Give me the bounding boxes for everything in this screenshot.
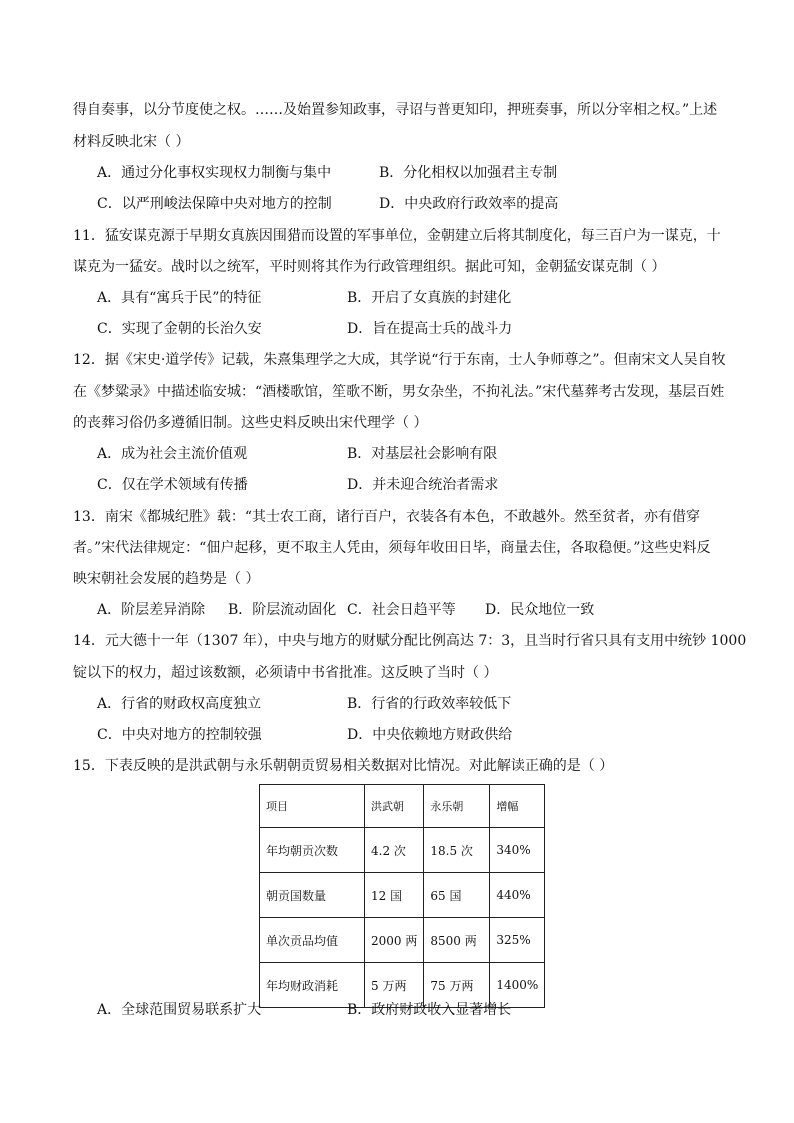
q14-option-a: A．行省的财政权高度独立 <box>97 696 262 712</box>
q13-option-a: A．阶层差异消除 <box>97 602 206 618</box>
table-cell: 2000 两 <box>365 918 424 963</box>
table-cell: 1400% <box>490 963 545 1008</box>
q12-stem-line2: 在《梦粱录》中描述临安城：“酒楼歌馆，笙歌不断，男女杂坐，不拘礼法。”宋代墓葬考古发现，基层百姓 <box>73 384 725 400</box>
table-header-cell: 洪武朝 <box>365 785 424 828</box>
table-row <box>260 918 545 963</box>
q10-stem-line1: 得自奏事，以分节度使之权。……及始置参知政事，寻诏与普更知印，押班奏事，所以分宰相之权。”上述 <box>73 102 718 118</box>
table-cell: 18.5 次 <box>424 828 490 873</box>
q10-option-b: B．分化相权以加强君主专制 <box>379 165 558 181</box>
table-row <box>260 828 545 873</box>
table-header-cell: 永乐朝 <box>424 785 490 828</box>
table-cell: 4.2 次 <box>365 828 424 873</box>
table-header-cell: 增幅 <box>490 785 545 828</box>
q11-stem-line2: 谋克为一猛安。战时以之统军，平时则将其作为行政管理组织。据此可知，金朝猛安谋克制（ ） <box>73 259 666 275</box>
q14-option-d: D．中央依赖地方财政供给 <box>347 727 513 743</box>
table-cell: 12 国 <box>365 873 424 918</box>
q14-stem-line2: 锭以下的权力，超过该数额，必须请中书省批准。这反映了当时（ ） <box>73 665 498 681</box>
q11-option-a: A．具有“寓兵于民”的特征 <box>97 290 262 306</box>
q14-option-b: B．行省的行政效率较低下 <box>347 696 512 712</box>
tribute-trade-table <box>259 784 545 1008</box>
q10-option-a: A．通过分化事权实现权力制衡与集中 <box>97 165 332 181</box>
q12-option-d: D．并未迎合统治者需求 <box>347 477 499 493</box>
table-cell: 8500 两 <box>424 918 490 963</box>
table-cell: 440% <box>490 873 545 918</box>
table-cell: 5 万两 <box>365 963 424 1008</box>
table-cell: 年均朝贡次数 <box>260 828 365 873</box>
q11-stem-line1: 11．猛安谋克源于早期女真族因围猎而设置的军事单位，金朝建立后将其制度化，每三百户为一谋克，十 <box>73 228 721 244</box>
q15-option-b: B．政府财政收入显著增长 <box>347 1002 512 1018</box>
q12-stem-line3: 的丧葬习俗仍多遵循旧制。这些史料反映出宋代理学（ ） <box>73 415 428 431</box>
table-row <box>260 873 545 918</box>
q14-stem-line1: 14．元大德十一年（1307 年），中央与地方的财赋分配比例高达 7：3，且当时行省只具有支用中统钞 1000 <box>73 633 747 649</box>
q13-stem-line1: 13．南宋《都城纪胜》载：“其士农工商，诸行百户，衣装各有本色，不敢越外。然至贫者，亦有借穿 <box>73 509 700 525</box>
q13-option-d: D．民众地位一致 <box>485 602 595 618</box>
q13-option-b: B．阶层流动固化 <box>228 602 337 618</box>
table-cell: 75 万两 <box>424 963 490 1008</box>
q10-option-c: C．以严刑峻法保障中央对地方的控制 <box>97 196 332 212</box>
table-cell: 单次贡品均值 <box>260 918 365 963</box>
q11-option-c: C．实现了金朝的长治久安 <box>97 321 262 337</box>
q11-option-d: D．旨在提高士兵的战斗力 <box>347 321 513 337</box>
q12-option-a: A．成为社会主流价值观 <box>97 446 248 462</box>
table-cell: 朝贡国数量 <box>260 873 365 918</box>
q13-option-c: C．社会日趋平等 <box>347 602 456 618</box>
q14-option-c: C．中央对地方的控制较强 <box>97 727 262 743</box>
q15-option-a: A．全球范围贸易联系扩大 <box>97 1002 262 1018</box>
q12-option-b: B．对基层社会影响有限 <box>347 446 498 462</box>
q10-option-d: D．中央政府行政效率的提高 <box>379 196 559 212</box>
q13-stem-line3: 映宋朝社会发展的趋势是（ ） <box>73 571 260 587</box>
table-cell: 325% <box>490 918 545 963</box>
table-header-row <box>260 785 545 828</box>
q13-stem-line2: 者。”宋代法律规定：“佃户起移，更不取主人凭由，须每年收田日毕，商量去住，各取稳便。”这些史料反 <box>73 540 711 556</box>
q12-stem-line1: 12．据《宋史·道学传》记载，朱熹集理学之大成，其学说“行于东南，士人争师尊之”。但南宋文人吴自牧 <box>73 352 726 368</box>
q15-stem-line1: 15．下表反映的是洪武朝与永乐朝朝贡贸易相关数据对比情况。对此解读正确的是（ ） <box>73 758 614 774</box>
q11-option-b: B．开启了女真族的封建化 <box>347 290 512 306</box>
table-cell: 65 国 <box>424 873 490 918</box>
table-cell: 340% <box>490 828 545 873</box>
q10-stem-line2: 材料反映北宋（ ） <box>73 134 190 150</box>
q12-option-c: C．仅在学术领域有传播 <box>97 477 248 493</box>
table-cell: 年均财政消耗 <box>260 963 365 1008</box>
table-header-cell: 项目 <box>260 785 365 828</box>
